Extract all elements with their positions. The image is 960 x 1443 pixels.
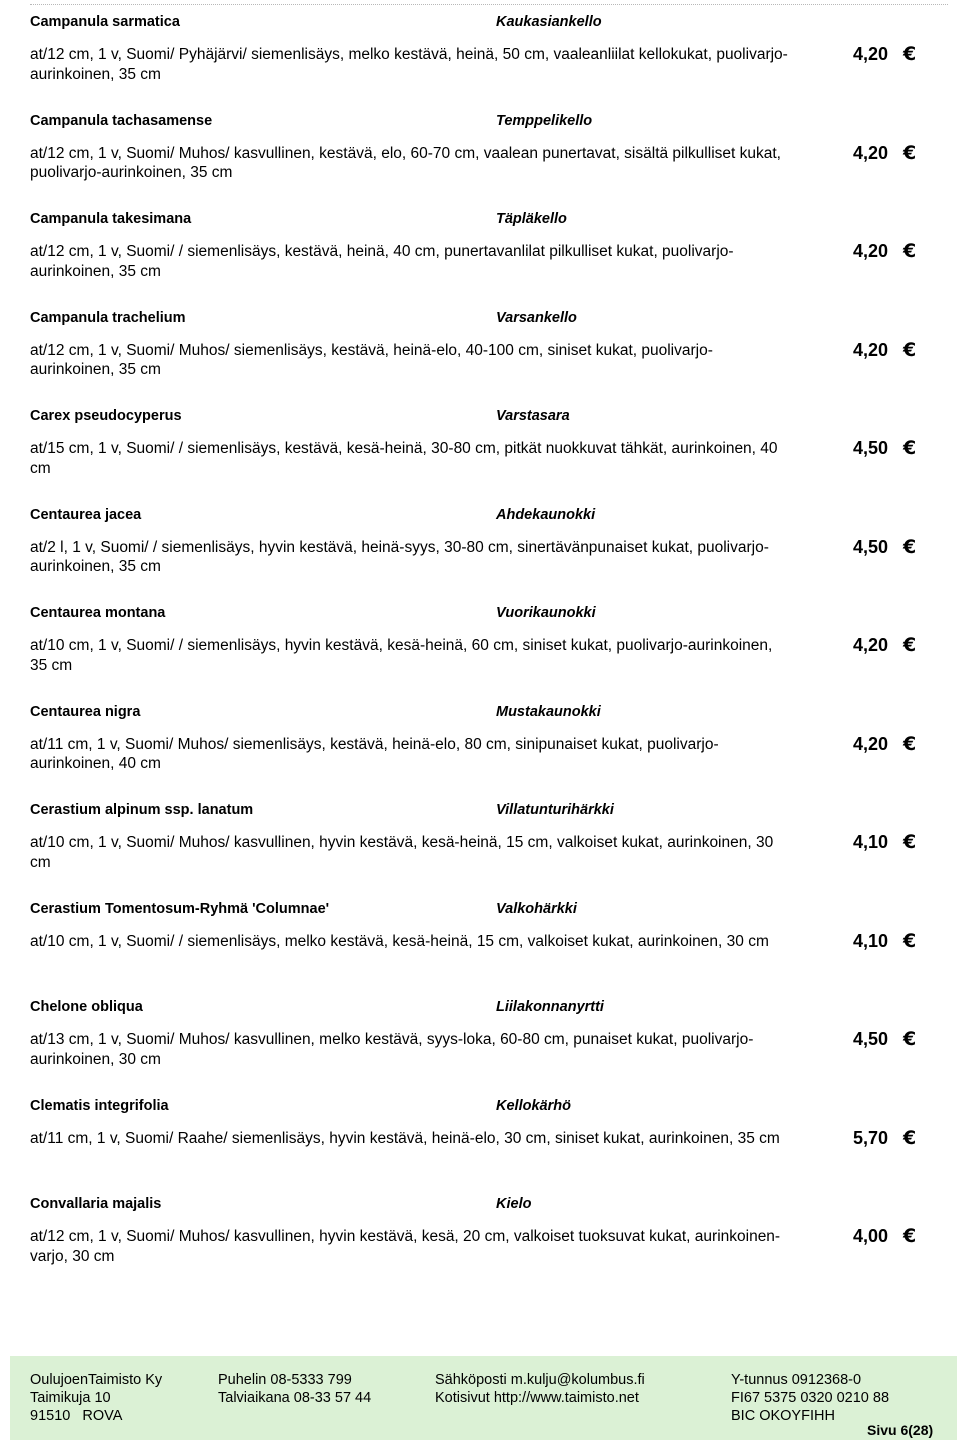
euro-icon: € xyxy=(903,338,917,361)
footer-business-column xyxy=(731,1371,889,1425)
product-description: at/15 cm, 1 v, Suomi/ / siemenlisäys, kestävä, kesä-heinä, 30-80 cm, pitkät nuokkuvat tähkät, aurinkoinen, 40 cm xyxy=(30,440,778,477)
product-price: 4,20 xyxy=(853,142,889,163)
euro-icon: € xyxy=(903,1225,917,1247)
website[interactable]: Kotisivut http://www.taimisto.net xyxy=(435,1390,639,1406)
product-price: 4,20 xyxy=(853,44,889,64)
euro-icon: € xyxy=(903,141,917,164)
latin-name: Centaurea nigra xyxy=(30,703,141,720)
latin-name: Carex pseudocyperus xyxy=(30,408,182,424)
product-price: 4,20 xyxy=(853,339,889,360)
product-entry xyxy=(0,99,960,197)
latin-name: Centaurea montana xyxy=(30,605,166,621)
company-postal: 91510 ROVA xyxy=(30,1408,123,1424)
email[interactable]: Sähköposti m.kulju@kolumbus.fi xyxy=(435,1372,645,1388)
latin-name: Chelone obliqua xyxy=(30,999,143,1015)
product-description: at/2 l, 1 v, Suomi/ / siemenlisäys, hyvin kestävä, heinä-syys, 30-80 cm, sinertävänpunaiset kukat, puolivarjo-aurinkoinen, 35 cm xyxy=(30,538,769,575)
product-entry xyxy=(0,690,960,788)
phone-number: Puhelin 08-5333 799 xyxy=(218,1372,352,1388)
product-description: at/12 cm, 1 v, Suomi/ Muhos/ kasvullinen, kestävä, elo, 60-70 cm, vaalean punertavat, sisältä pilkulliset kukat, puolivarjo-aurinkoinen, 35 cm xyxy=(30,144,781,181)
bic: BIC OKOYFIHH xyxy=(731,1408,835,1424)
latin-name: Campanula tachasamense xyxy=(30,112,213,129)
company-name: OulujoenTaimisto Ky xyxy=(30,1372,163,1388)
product-description: at/12 cm, 1 v, Suomi/ Muhos/ kasvullinen, hyvin kestävä, kesä, 20 cm, valkoiset tuoksuvat kukat, aurinkoinen-varjo, 30 cm xyxy=(30,1228,781,1265)
latin-name: Campanula sarmatica xyxy=(30,14,180,30)
latin-name: Cerastium Tomentosum-Ryhmä 'Columnae' xyxy=(30,900,330,917)
product-price: 4,50 xyxy=(853,1029,889,1049)
common-name: Täpläkello xyxy=(496,211,567,227)
latin-name: Campanula trachelium xyxy=(30,309,186,326)
common-name: Villatunturihärkki xyxy=(496,802,614,818)
product-entry xyxy=(0,394,960,492)
product-price: 4,50 xyxy=(853,536,889,557)
footer-company-column xyxy=(30,1371,162,1425)
product-price: 4,10 xyxy=(853,930,889,951)
product-entry xyxy=(0,985,960,1083)
product-description: at/12 cm, 1 v, Suomi/ Pyhäjärvi/ siemenlisäys, melko kestävä, heinä, 50 cm, vaaleanliilat kellokukat, puolivarjo-aurinkoinen, 35 cm xyxy=(30,46,788,83)
winter-phone-number: Talviaikana 08-33 57 44 xyxy=(218,1390,372,1406)
latin-name: Convallaria majalis xyxy=(30,1196,162,1212)
product-price: 4,10 xyxy=(853,832,889,852)
common-name: Temppelikello xyxy=(496,112,593,129)
product-entry xyxy=(0,788,960,886)
product-price: 4,20 xyxy=(853,241,889,261)
common-name: Liilakonnanyrtti xyxy=(496,999,604,1015)
product-entry xyxy=(0,591,960,689)
product-entry xyxy=(0,197,960,295)
common-name: Ahdekaunokki xyxy=(496,506,596,523)
latin-name: Campanula takesimana xyxy=(30,211,192,227)
euro-icon: € xyxy=(903,732,917,755)
product-description: at/11 cm, 1 v, Suomi/ Raahe/ siemenlisäys, hyvin kestävä, heinä-elo, 30 cm, siniset kukat, aurinkoinen, 35 cm xyxy=(30,1129,780,1147)
product-description: at/11 cm, 1 v, Suomi/ Muhos/ siemenlisäys, kestävä, heinä-elo, 80 cm, sinipunaiset kukat, puolivarjo-aurinkoinen, 40 cm xyxy=(30,735,719,772)
product-entry xyxy=(0,493,960,591)
business-id: Y-tunnus 0912368-0 xyxy=(731,1372,862,1388)
page-number: Sivu 6(28) xyxy=(867,1422,934,1438)
euro-icon: € xyxy=(903,437,917,459)
euro-icon: € xyxy=(903,1126,917,1149)
product-description: at/10 cm, 1 v, Suomi/ Muhos/ kasvullinen, hyvin kestävä, kesä-heinä, 15 cm, valkoiset kukat, aurinkoinen, 30 cm xyxy=(30,834,774,871)
euro-icon: € xyxy=(903,831,917,853)
common-name: Valkohärkki xyxy=(496,900,577,917)
common-name: Kaukasiankello xyxy=(496,14,602,30)
product-description: at/12 cm, 1 v, Suomi/ / siemenlisäys, kestävä, heinä, 40 cm, punertavanlilat pilkulliset kukat, puolivarjo-aurinkoinen, 35 cm xyxy=(30,243,734,280)
euro-icon: € xyxy=(903,1028,917,1050)
latin-name: Cerastium alpinum ssp. lanatum xyxy=(30,802,254,818)
footer-phone-column xyxy=(218,1371,371,1407)
euro-icon: € xyxy=(903,240,917,262)
euro-icon: € xyxy=(903,634,917,656)
euro-icon: € xyxy=(903,43,917,65)
common-name: Vuorikaunokki xyxy=(496,605,596,621)
common-name: Varsankello xyxy=(496,309,577,326)
product-description: at/12 cm, 1 v, Suomi/ Muhos/ siemenlisäys, kestävä, heinä-elo, 40-100 cm, siniset kukat, puolivarjo-aurinkoinen, 35 cm xyxy=(30,341,713,378)
latin-name: Clematis integrifolia xyxy=(30,1097,169,1114)
product-entry xyxy=(0,1084,960,1182)
common-name: Mustakaunokki xyxy=(496,703,601,720)
product-entry xyxy=(0,296,960,394)
iban: FI67 5375 0320 0210 88 xyxy=(731,1390,890,1406)
company-street: Taimikuja 10 xyxy=(30,1390,111,1406)
common-name: Kielo xyxy=(496,1196,532,1212)
latin-name: Centaurea jacea xyxy=(30,506,142,523)
common-name: Varstasara xyxy=(496,408,570,424)
product-price: 5,70 xyxy=(853,1127,889,1148)
product-description: at/13 cm, 1 v, Suomi/ Muhos/ kasvullinen, melko kestävä, syys-loka, 60-80 cm, punaiset kukat, puolivarjo-aurinkoinen, 30 cm xyxy=(30,1031,754,1068)
euro-icon: € xyxy=(903,535,917,558)
product-price: 4,50 xyxy=(853,438,889,458)
product-description: at/10 cm, 1 v, Suomi/ / siemenlisäys, hyvin kestävä, kesä-heinä, 60 cm, siniset kukat, puolivarjo-aurinkoinen, 35 cm xyxy=(30,637,773,674)
product-entry xyxy=(0,0,960,98)
product-price: 4,00 xyxy=(853,1226,889,1246)
euro-icon: € xyxy=(903,929,917,952)
common-name: Kellokärhö xyxy=(496,1097,571,1114)
product-price: 4,20 xyxy=(853,733,889,754)
product-price: 4,20 xyxy=(853,635,889,655)
product-entry xyxy=(0,1182,960,1280)
product-description: at/10 cm, 1 v, Suomi/ / siemenlisäys, melko kestävä, kesä-heinä, 15 cm, valkoiset kukat, aurinkoinen, 30 cm xyxy=(30,932,769,950)
footer-contact-column xyxy=(435,1371,645,1407)
footer xyxy=(10,1356,957,1440)
product-entry xyxy=(0,887,960,985)
